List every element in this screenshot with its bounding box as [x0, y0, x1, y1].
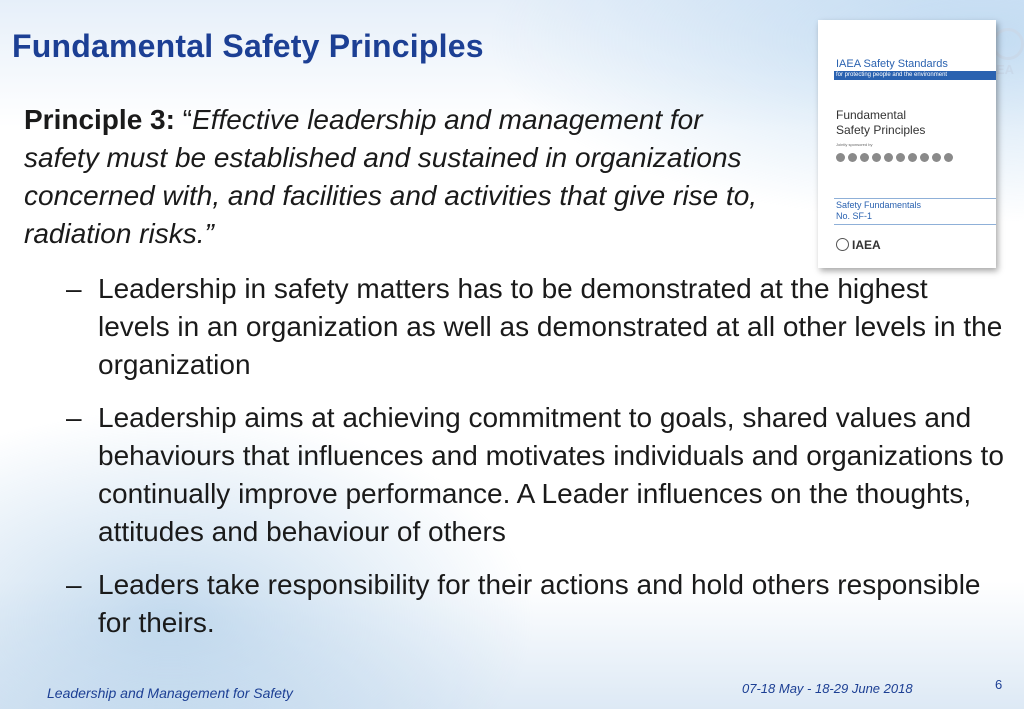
cover-divider — [834, 224, 996, 225]
bullet-text: Leadership in safety matters has to be demonstrated at the highest levels in an organization as well as demonstrated at all other levels in the organization — [98, 273, 1003, 380]
bullet-text: Leadership aims at achieving commitment to goals, shared values and behaviours that influences and motivates individuals and organizations to continually improve performance. A Leader influences on the thoughts, attitudes and behaviour of others — [98, 402, 1004, 547]
iaea-corner-logo — [992, 28, 1024, 76]
slide-title: Fundamental Safety Principles — [12, 28, 484, 64]
iaea-emblem-icon — [992, 28, 1024, 60]
principle-close-quote: ” — [204, 218, 214, 249]
bullet-item — [66, 566, 1006, 642]
cover-sponsor-text: Jointly sponsored by — [836, 142, 873, 147]
cover-divider — [834, 198, 996, 199]
footer-date: 07-18 May - 18-29 June 2018 — [742, 681, 913, 696]
bullet-item — [66, 270, 1006, 384]
bullet-dash: – — [66, 273, 82, 304]
sponsor-logo-icon — [896, 153, 905, 162]
iaea-seal-icon — [836, 238, 849, 251]
corner-logo-text: EA — [996, 62, 1015, 76]
principle-label: Principle 3: — [24, 104, 175, 135]
sponsor-logo-icon — [872, 153, 881, 162]
cover-series-name: Safety Fundamentals — [836, 200, 922, 210]
footer-course-title: Leadership and Management for Safety — [47, 685, 293, 701]
principle-text: Effective leadership and management for safety must be established and sustained in organizations concerned with, and facilities and activities that give rise to, radiation risks. — [24, 104, 758, 249]
cover-title-line-2: Safety Principles — [836, 123, 926, 137]
cover-publisher — [836, 238, 881, 252]
sponsor-logo-icon — [920, 153, 929, 162]
cover-series-number: No. SF-1 — [836, 211, 873, 221]
bullet-dash: – — [66, 402, 82, 433]
principle-statement — [24, 101, 764, 253]
sponsor-logo-icon — [884, 153, 893, 162]
cover-series — [836, 200, 921, 222]
cover-book-title — [836, 108, 925, 138]
book-cover-image — [818, 20, 996, 268]
sponsor-logo-icon — [836, 153, 845, 162]
sponsor-logo-icon — [848, 153, 857, 162]
cover-title-line-1: Fundamental — [836, 108, 907, 122]
cover-series-subtitle: for protecting people and the environment — [836, 72, 948, 78]
sponsor-logo-icon — [944, 153, 953, 162]
sponsor-logo-icon — [908, 153, 917, 162]
page-number: 6 — [995, 677, 1003, 692]
cover-sponsor-logos — [836, 153, 976, 163]
principle-open-quote: “ — [182, 104, 193, 135]
bullet-item — [66, 399, 1006, 551]
cover-series-title: IAEA Safety Standards — [836, 58, 948, 70]
bullet-dash: – — [66, 569, 82, 600]
bullet-text: Leaders take responsibility for their actions and hold others responsible for theirs. — [98, 569, 981, 638]
cover-publisher-name: IAEA — [852, 238, 881, 252]
sponsor-logo-icon — [860, 153, 869, 162]
bullet-list — [66, 270, 1006, 657]
sponsor-logo-icon — [932, 153, 941, 162]
